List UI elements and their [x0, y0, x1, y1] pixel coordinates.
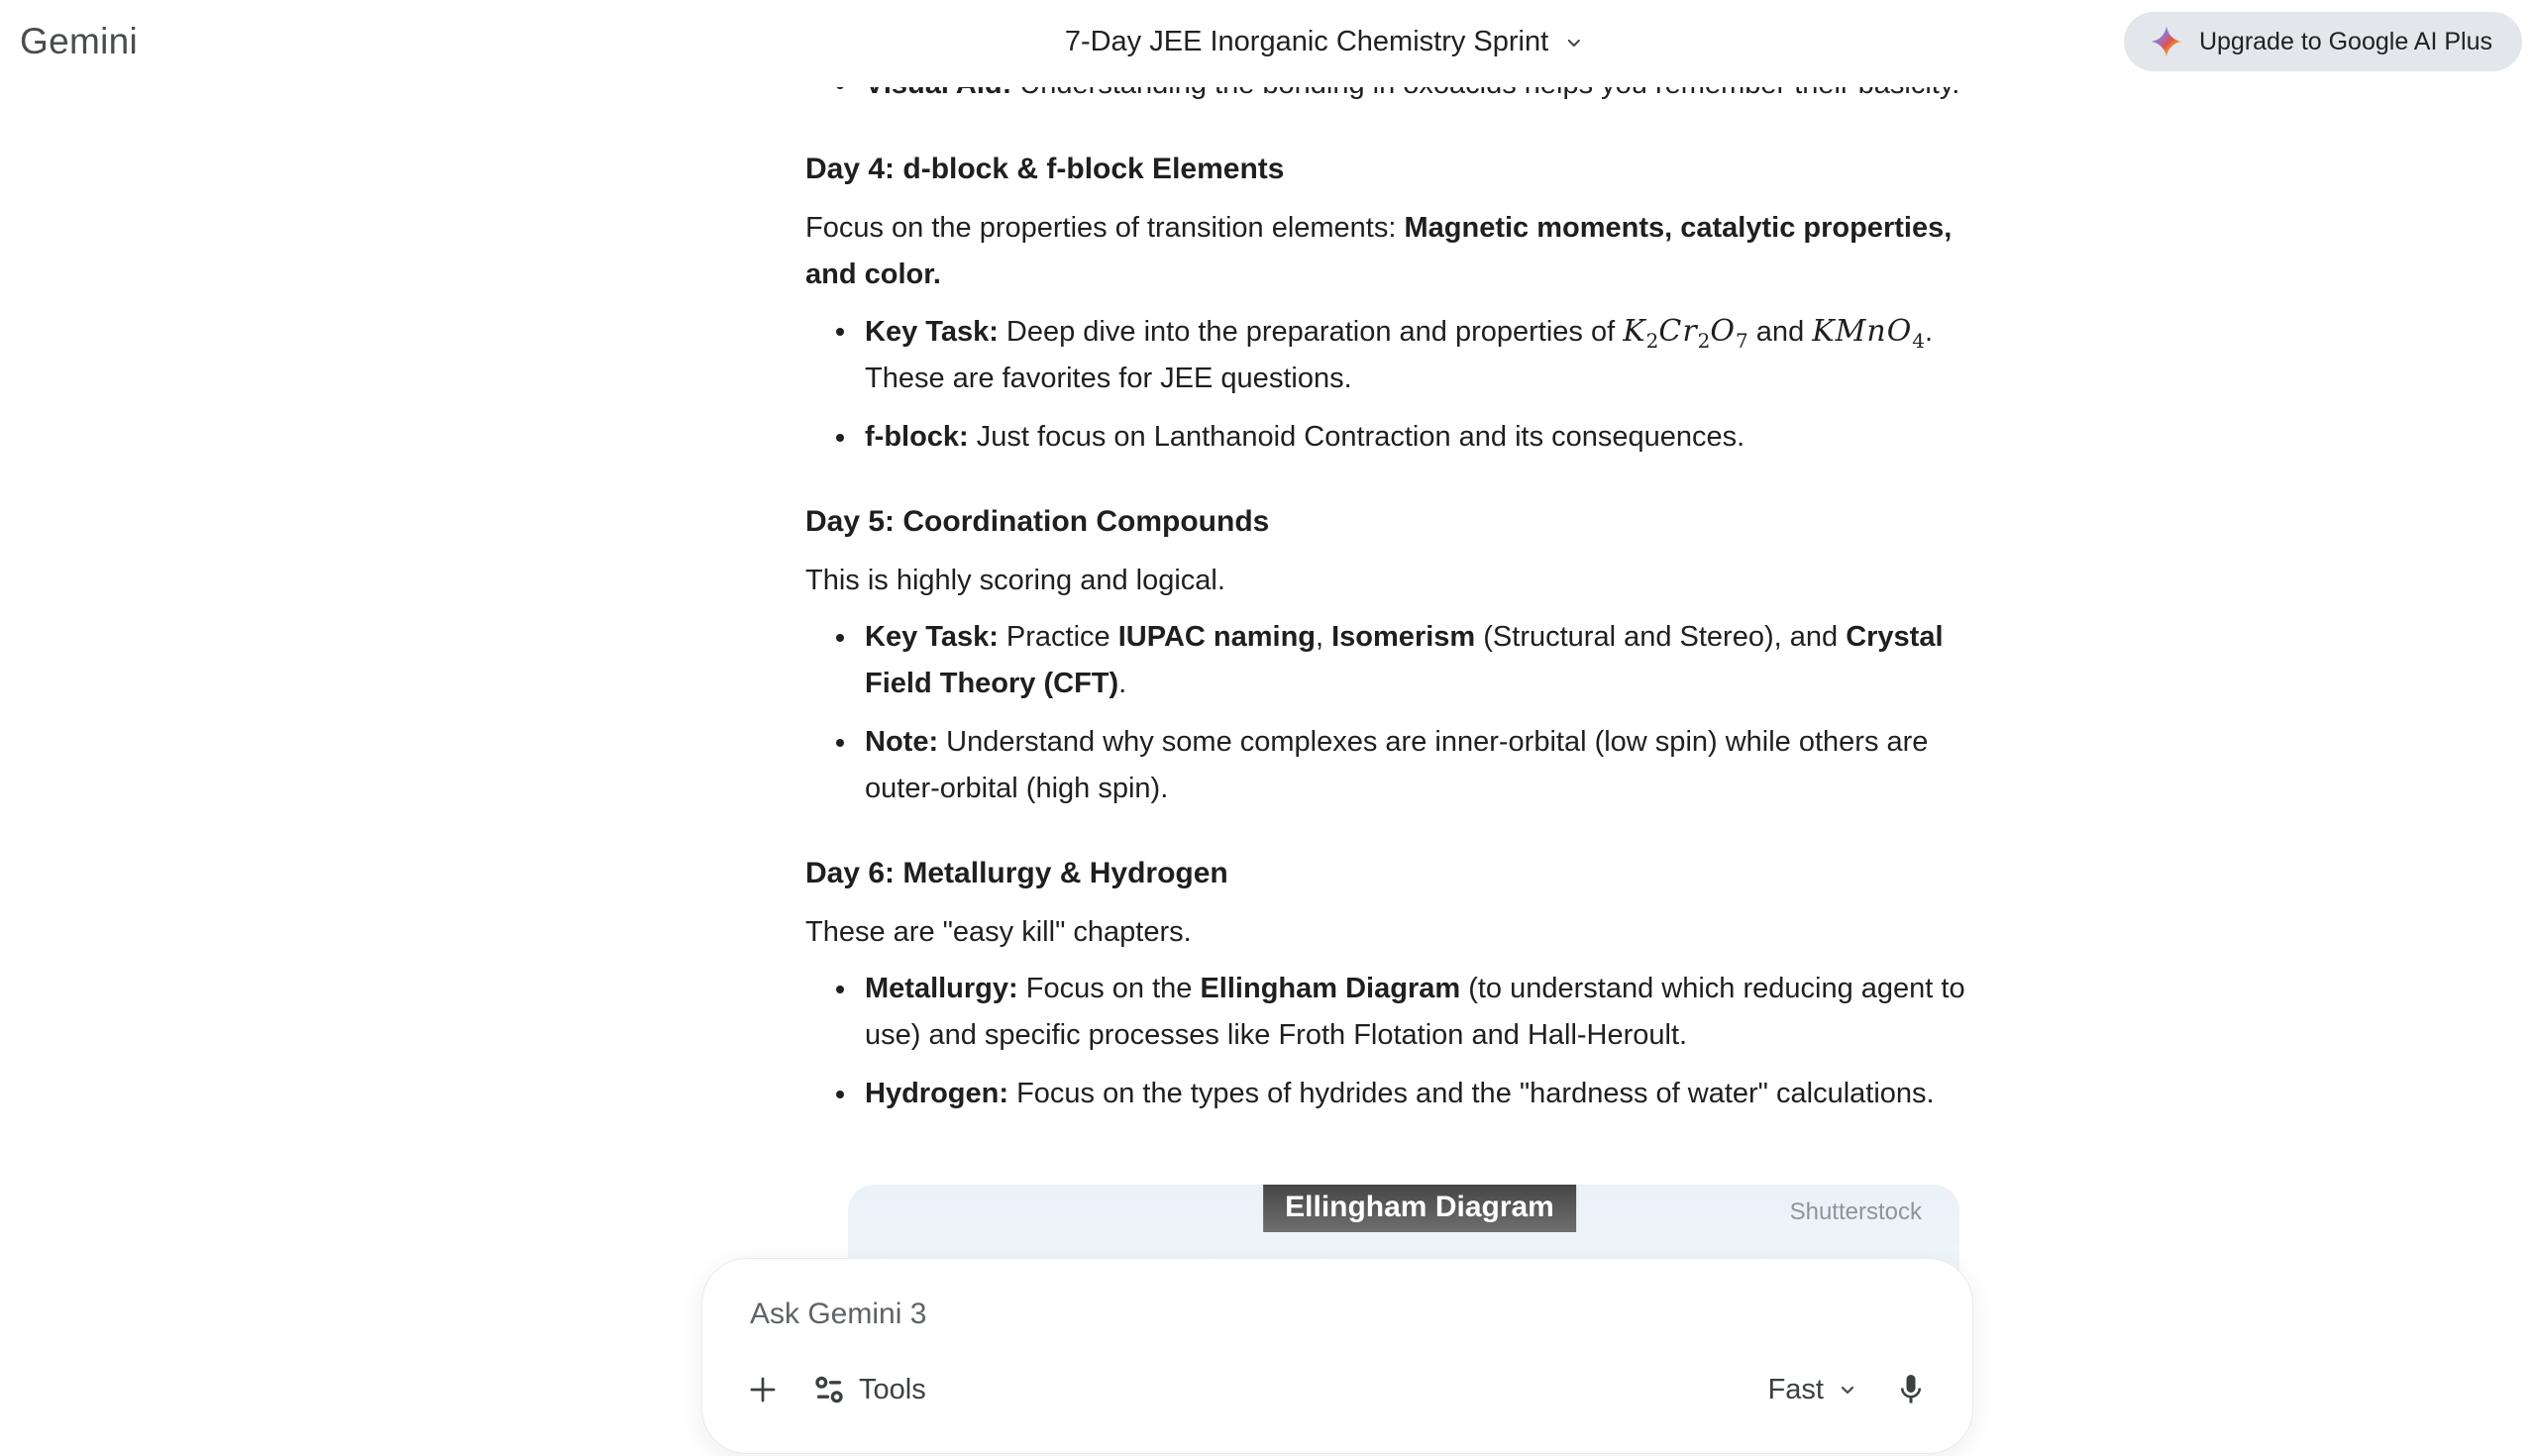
list-item: f-block: Just focus on Lanthanoid Contraction and its consequences.	[865, 414, 1972, 461]
list-item: Key Task: Practice IUPAC naming, Isomerism (Structural and Stereo), and Crystal Field Theory (CFT).	[865, 614, 1972, 707]
microphone-icon	[1893, 1372, 1929, 1407]
assistant-message	[805, 61, 1972, 1129]
section-heading: Day 5: Coordination Compounds	[805, 505, 1270, 538]
image-title-badge: Ellingham Diagram	[1263, 1185, 1576, 1232]
add-attachment-button[interactable]	[744, 1371, 782, 1408]
prompt-input[interactable]	[750, 1291, 1919, 1338]
chevron-down-icon	[1562, 31, 1586, 54]
upgrade-button-label: Upgrade to Google AI Plus	[2198, 27, 2492, 55]
plus-icon	[744, 1371, 782, 1408]
paragraph: Focus on the properties of transition elements: Magnetic moments, catalytic properties, and color.	[805, 212, 1953, 290]
tools-button-label: Tools	[859, 1373, 926, 1405]
composer-toolbar	[702, 1364, 1972, 1415]
paragraph: This is highly scoring and logical.	[805, 565, 1225, 596]
tools-button[interactable]	[813, 1374, 926, 1406]
list-item: Note: Understand why some complexes are inner-orbital (low spin) while others are outer-orbital (high spin).	[865, 719, 1972, 812]
gemini-logo[interactable]: Gemini	[20, 21, 138, 61]
conversation-title: 7-Day JEE Inorganic Chemistry Sprint	[1064, 26, 1549, 57]
list-item: Hydrogen: Focus on the types of hydrides and the "hardness of water" calculations.	[865, 1071, 1972, 1117]
upgrade-button[interactable]	[2124, 12, 2522, 71]
prompt-composer	[701, 1258, 1973, 1454]
model-selector-label: Fast	[1767, 1373, 1824, 1405]
chevron-down-icon	[1836, 1378, 1859, 1402]
image-attribution: Shutterstock	[1789, 1198, 1922, 1225]
section-heading: Day 6: Metallurgy & Hydrogen	[805, 857, 1228, 889]
paragraph: These are "easy kill" chapters.	[805, 916, 1192, 948]
conversation-title-menu[interactable]	[1065, 26, 1586, 58]
bullet-list	[805, 966, 1972, 1117]
bullet-list	[805, 614, 1972, 812]
section-heading: Day 4: d-block & f-block Elements	[805, 153, 1285, 185]
top-bar	[0, 0, 2536, 87]
bullet-list	[805, 308, 1972, 461]
gemini-sparkle-icon	[2150, 25, 2183, 58]
tune-icon	[813, 1374, 845, 1405]
microphone-button[interactable]	[1893, 1372, 1929, 1407]
model-selector[interactable]	[1768, 1374, 1859, 1406]
list-item: Key Task: Deep dive into the preparation and properties of $K_2Cr_2O_7$ and KMnO$_4$. These are favorites for JEE questions.	[865, 308, 1972, 402]
list-item: Metallurgy: Focus on the Ellingham Diagram (to understand which reducing agent to use) and specific processes like Froth Flotation and Hall-Heroult.	[865, 966, 1972, 1059]
